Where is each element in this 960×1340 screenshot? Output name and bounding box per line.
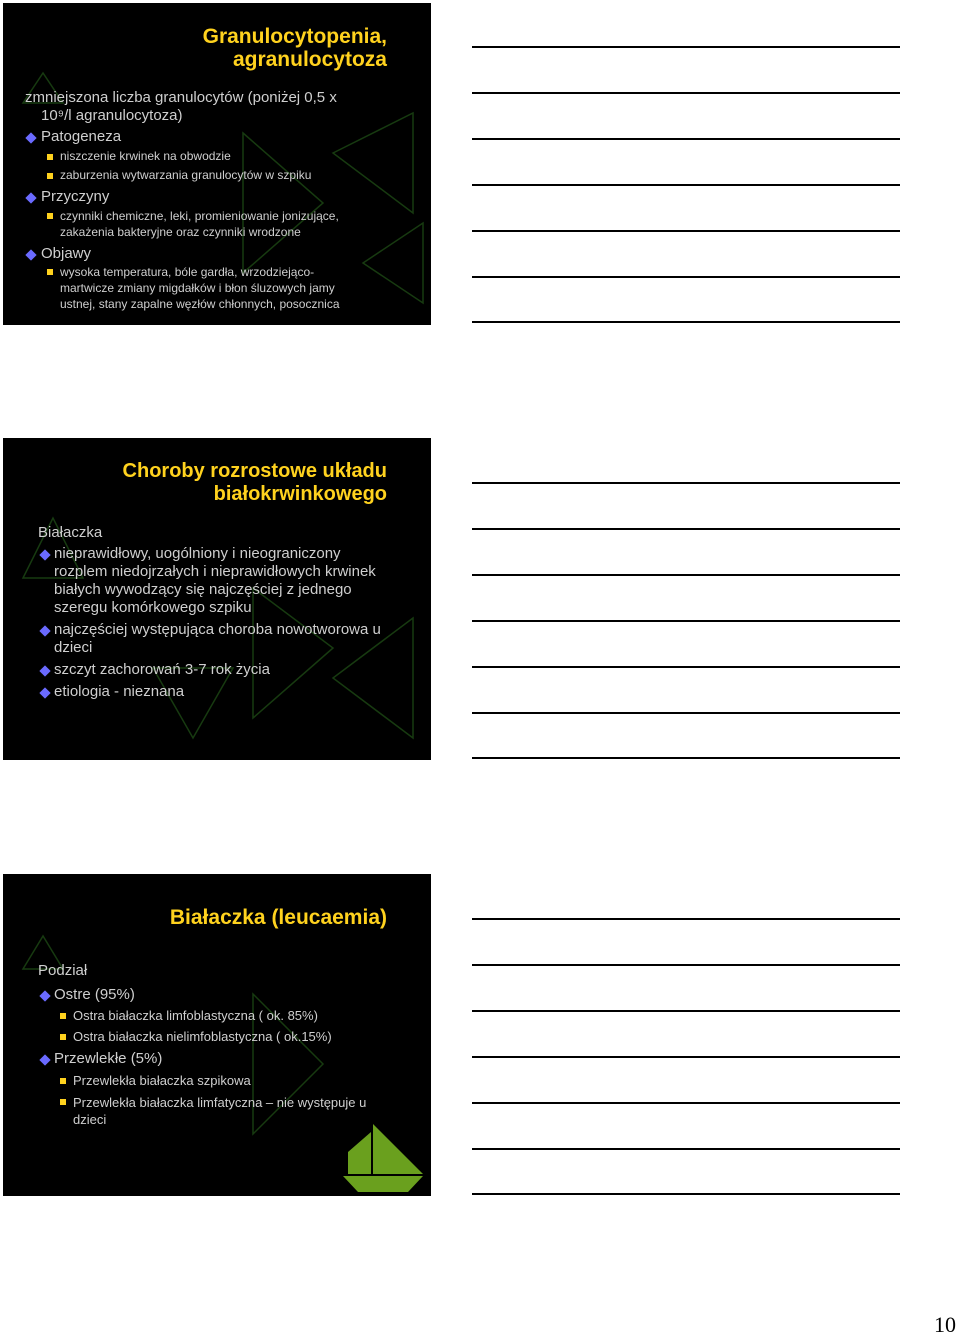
section-heading: Podział xyxy=(38,962,88,979)
square-bullet-icon xyxy=(47,173,53,179)
intro-text: zmniejszona liczba granulocytów (poniżej 0,5 x 10⁹/l agranulocytoza) xyxy=(25,89,337,124)
list-item: Ostra białaczka nielimfoblastyczna ( ok.15%) xyxy=(73,1029,332,1044)
section-heading: Objawy xyxy=(41,245,92,262)
section-heading: Przyczyny xyxy=(41,188,110,205)
square-bullet-icon xyxy=(47,213,53,219)
group-label: Przewlekłe (5%) xyxy=(54,1050,163,1067)
square-bullet-icon xyxy=(60,1099,66,1105)
section-heading: Patogeneza xyxy=(41,128,122,145)
square-bullet-icon xyxy=(60,1078,66,1084)
slide-title: Choroby rozrostowe układu białokrwinkowego xyxy=(122,460,387,505)
group-label: Ostre (95%) xyxy=(54,986,135,1003)
tangram-boat-icon xyxy=(343,1124,423,1192)
list-item: Ostra białaczka limfoblastyczna ( ok. 85%) xyxy=(73,1008,318,1023)
list-item: czynniki chemiczne, leki, promieniowanie jonizujące, zakażenia bakteryjne oraz czynniki wrodzone xyxy=(60,209,339,239)
list-item: zaburzenia wytwarzania granulocytów w szpiku xyxy=(60,168,312,182)
square-bullet-icon xyxy=(60,1013,66,1019)
list-item: szczyt zachorowań 3-7 rok życia xyxy=(54,661,270,678)
square-bullet-icon xyxy=(47,154,53,160)
page-number: 10 xyxy=(934,1312,956,1337)
list-item: Przewlekła białaczka szpikowa xyxy=(73,1073,251,1088)
slide-bialaczka xyxy=(3,874,431,1196)
slide-title: Granulocytopenia, agranulocytoza xyxy=(202,25,387,71)
slide-title: Białaczka (leucaemia) xyxy=(169,906,387,929)
list-item: niszczenie krwinek na obwodzie xyxy=(60,149,231,163)
list-item: nieprawidłowy, uogólniony i nieograniczony rozplem niedojrzałych i nieprawidłowych krwinek białych wywodzący się najczęściej z jednego szeregu komórkowego szpiku xyxy=(54,545,376,616)
slide-granulocytopenia xyxy=(3,3,431,325)
slide-choroby-rozrostowe xyxy=(3,438,431,760)
square-bullet-icon xyxy=(47,269,53,275)
list-item: wysoka temperatura, bóle gardła, wrzodziejąco- martwicze zmiany migdałków i błon śluzowych jamy ustnej, stany zapalne węzłów chłonnych, posocznica xyxy=(60,265,340,311)
list-item: najczęściej występująca choroba nowotworowa u dzieci xyxy=(54,621,381,656)
square-bullet-icon xyxy=(60,1034,66,1040)
section-heading: Białaczka xyxy=(38,524,103,541)
list-item: Przewlekła białaczka limfatyczna – nie występuje u dzieci xyxy=(73,1095,367,1127)
list-item: etiologia - nieznana xyxy=(54,683,185,700)
